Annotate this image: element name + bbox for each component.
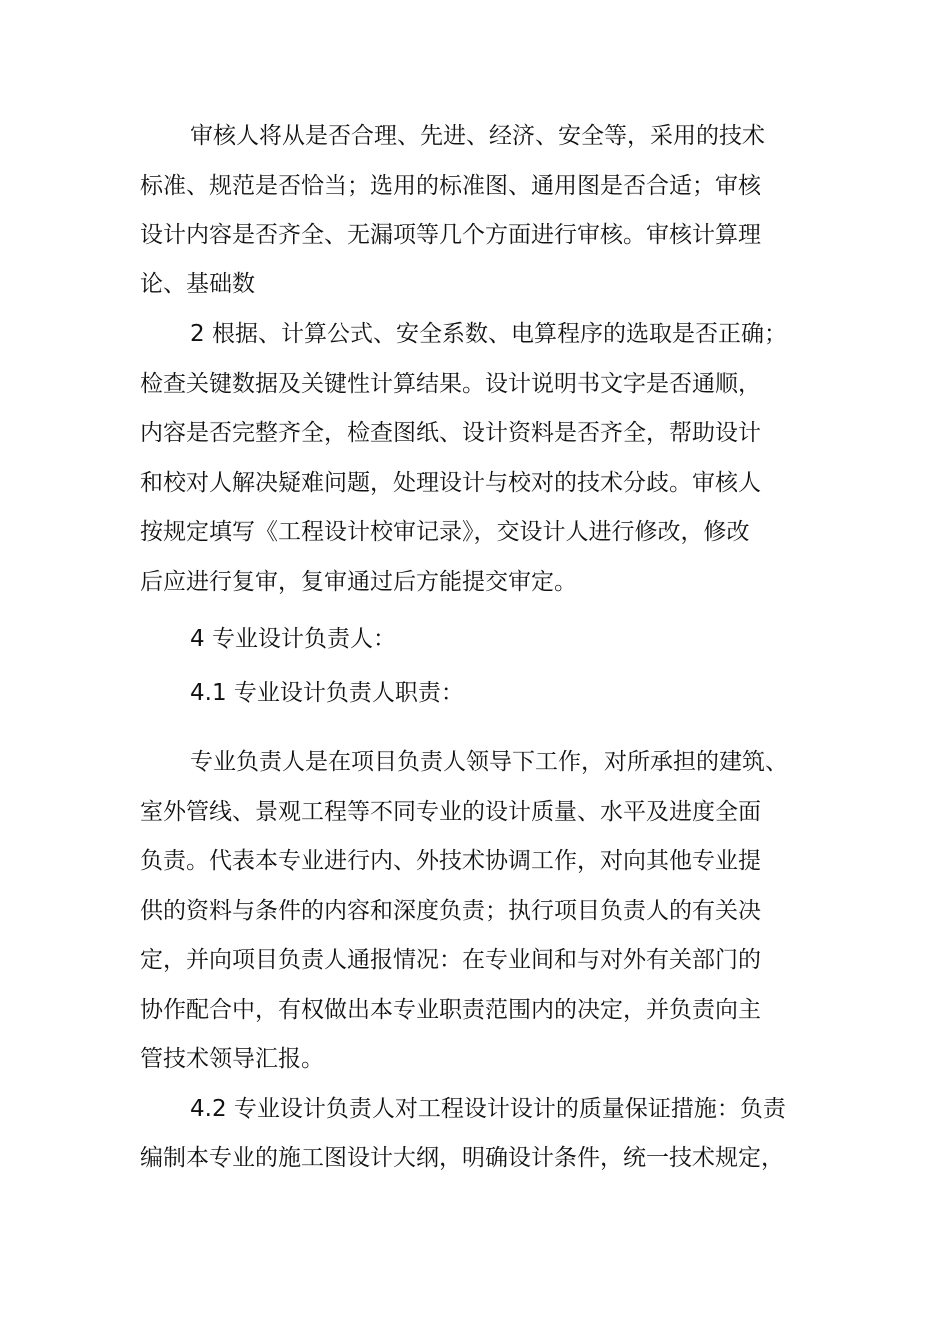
paragraph-5-line-5: 定，并向项目负责人通报情况：在专业间和与对外有关部门的: [140, 947, 761, 973]
paragraph-5-line-6: 协作配合中，有权做出本专业职责范围内的决定，并负责向主: [140, 997, 761, 1023]
paragraph-2-line-3: 内容是否完整齐全，检查图纸、设计资料是否齐全，帮助设计: [140, 420, 761, 446]
paragraph-6-line-2: 编制本专业的施工图设计大纲，明确设计条件，统一技术规定，: [140, 1145, 784, 1171]
paragraph-2-line-2: 检查关键数据及关键性计算结果。设计说明书文字是否通顺，: [140, 371, 761, 397]
paragraph-1-line-2: 标准、规范是否恰当；选用的标准图、通用图是否合适；审核: [140, 173, 761, 199]
section-heading-4: 4 专业设计负责人：: [190, 626, 396, 652]
paragraph-2-line-6: 后应进行复审，复审通过后方能提交审定。: [140, 569, 577, 595]
paragraph-2-line-4: 和校对人解决疑难问题，处理设计与校对的技术分歧。审核人: [140, 470, 761, 496]
paragraph-6-line-1: 4.2 专业设计负责人对工程设计设计的质量保证措施：负责: [190, 1096, 786, 1122]
paragraph-5-line-1: 专业负责人是在项目负责人领导下工作，对所承担的建筑、: [190, 749, 788, 775]
paragraph-2-line-1: 2 根据、计算公式、安全系数、电算程序的选取是否正确；: [190, 321, 787, 347]
section-heading-4-1: 4.1 专业设计负责人职责：: [190, 680, 464, 706]
paragraph-1-line-1: 审核人将从是否合理、先进、经济、安全等，采用的技术: [190, 123, 765, 149]
paragraph-5-line-3: 负责。代表本专业进行内、外技术协调工作，对向其他专业提: [140, 848, 761, 874]
paragraph-2-line-5: 按规定填写《工程设计校审记录》，交设计人进行修改，修改: [140, 519, 750, 545]
paragraph-5-line-2: 室外管线、景观工程等不同专业的设计质量、水平及进度全面: [140, 799, 761, 825]
paragraph-1-line-4: 论、基础数: [140, 271, 255, 297]
paragraph-1-line-3: 设计内容是否齐全、无漏项等几个方面进行审核。审核计算理: [140, 222, 761, 248]
paragraph-5-line-7: 管技术领导汇报。: [140, 1046, 324, 1072]
paragraph-5-line-4: 供的资料与条件的内容和深度负责；执行项目负责人的有关决: [140, 898, 761, 924]
